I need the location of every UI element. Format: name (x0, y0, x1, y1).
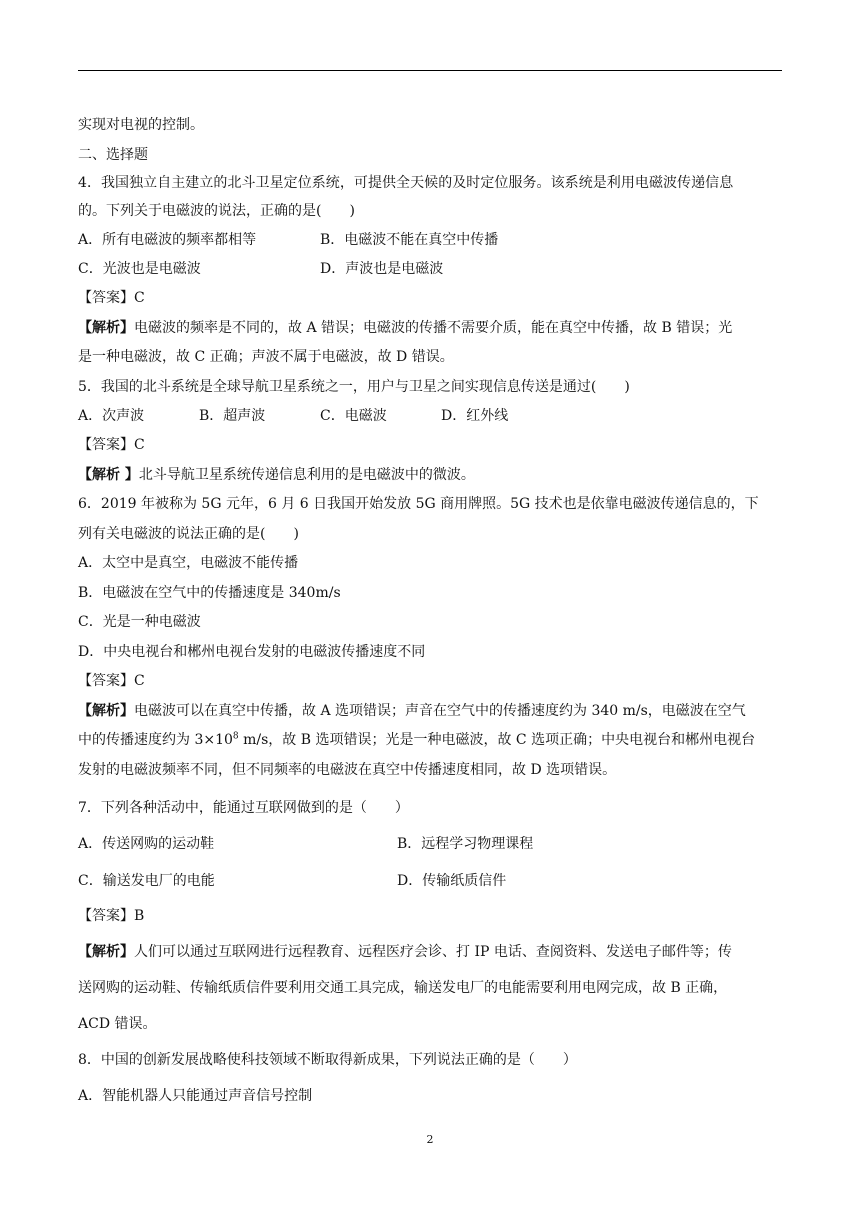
q7-explanation (78, 942, 732, 962)
q5-option-b: B．超声波 (199, 408, 266, 424)
q7-option-b: B．远程学习物理课程 (397, 836, 534, 852)
q6-option-c: C．光是一种电磁波 (78, 614, 201, 630)
explanation-text: 电磁波的频率是不同的，故 A 错误；电磁波的传播不需要介质，能在真空中传播，故 B 错误；光 (134, 320, 733, 336)
q8-option-a: A．智能机器人只能通过声音信号控制 (78, 1088, 313, 1104)
q6-explanation-cont (78, 730, 755, 750)
explanation-text: 电磁波可以在真空中传播，故 A 选项错误；声音在空气中的传播速度约为 340 m/s，电磁波在空气 (134, 703, 746, 719)
q7-explanation-cont: 送网购的运动鞋、传输纸质信件要利用交通工具完成，输送发电厂的电能需要利用电网完成，故 B 正确， (78, 980, 728, 996)
q5-option-d: D．红外线 (441, 408, 509, 424)
q5-explanation (78, 465, 475, 485)
superscript: 8 (232, 731, 239, 742)
question-6-stem: 6．2019 年被称为 5G 元年，6 月 6 日我国开始发放 5G 商用牌照。5G 技术也是依靠电磁波传递信息的，下 (78, 496, 759, 512)
q7-explanation-cont: ACD 错误。 (78, 1016, 157, 1032)
q5-option-a: A．次声波 (78, 408, 145, 424)
explanation-text: m/s，故 B 选项错误；光是一种电磁波，故 C 选项正确；中央电视台和郴州电视台 (238, 732, 756, 748)
q7-option-d: D．传输纸质信件 (397, 873, 507, 889)
q4-explanation (78, 318, 732, 338)
section-heading: 二、选择题 (78, 147, 148, 163)
question-6-stem-cont: 列有关电磁波的说法正确的是( ) (78, 526, 299, 542)
question-4-stem: 4．我国独立自主建立的北斗卫星定位系统，可提供全天候的及时定位服务。该系统是利用电磁波传递信息 (78, 175, 734, 191)
q6-option-b: B．电磁波在空气中的传播速度是 340m/s (78, 585, 341, 601)
header-rule (78, 70, 782, 71)
question-7-stem: 7．下列各种活动中，能通过互联网做到的是（ ） (78, 800, 409, 816)
q7-answer: 【答案】B (78, 908, 145, 924)
q5-answer: 【答案】C (78, 437, 145, 453)
q4-answer: 【答案】C (78, 290, 145, 306)
question-8-stem: 8．中国的创新发展战略使科技领域不断取得新成果，下列说法正确的是（ ） (78, 1052, 577, 1068)
q5-option-c: C．电磁波 (320, 408, 387, 424)
explanation-label: 【解析】 (78, 703, 134, 719)
explanation-text: 人们可以通过互联网进行远程教育、远程医疗会诊、打 IP 电话、查阅资料、发送电子邮件等；传 (134, 944, 732, 960)
q4-option-a: A．所有电磁波的频率都相等 (78, 232, 257, 248)
explanation-label: 【解析】 (78, 320, 134, 336)
q6-answer: 【答案】C (78, 673, 145, 689)
explanation-label: 【解析】 (78, 944, 134, 960)
question-4-stem-cont: 的。下列关于电磁波的说法，正确的是( ) (78, 203, 355, 219)
q4-option-c: C．光波也是电磁波 (78, 261, 201, 277)
question-5-stem: 5．我国的北斗系统是全球导航卫星系统之一，用户与卫星之间实现信息传送是通过( ) (78, 379, 630, 395)
q4-explanation-cont: 是一种电磁波，故 C 正确；声波不属于电磁波，故 D 错误。 (78, 349, 454, 365)
explanation-text: 中的传播速度约为 3×10 (78, 732, 233, 748)
q4-option-d: D．声波也是电磁波 (320, 261, 444, 277)
q4-option-b: B．电磁波不能在真空中传播 (320, 232, 499, 248)
q6-option-a: A．太空中是真空，电磁波不能传播 (78, 555, 299, 571)
q6-explanation-cont: 发射的电磁波频率不同，但不同频率的电磁波在真空中传播速度相同，故 D 选项错误。 (78, 762, 617, 778)
explanation-text: 北斗导航卫星系统传递信息利用的是电磁波中的微波。 (138, 467, 475, 483)
q6-option-d: D．中央电视台和郴州电视台发射的电磁波传播速度不同 (78, 644, 426, 660)
explanation-label: 【解析 】 (78, 467, 139, 483)
text-line: 实现对电视的控制。 (78, 117, 204, 133)
page-number: 2 (426, 1133, 434, 1146)
q6-explanation (78, 701, 746, 721)
q7-option-a: A．传送网购的运动鞋 (78, 836, 215, 852)
q7-option-c: C．输送发电厂的电能 (78, 873, 215, 889)
